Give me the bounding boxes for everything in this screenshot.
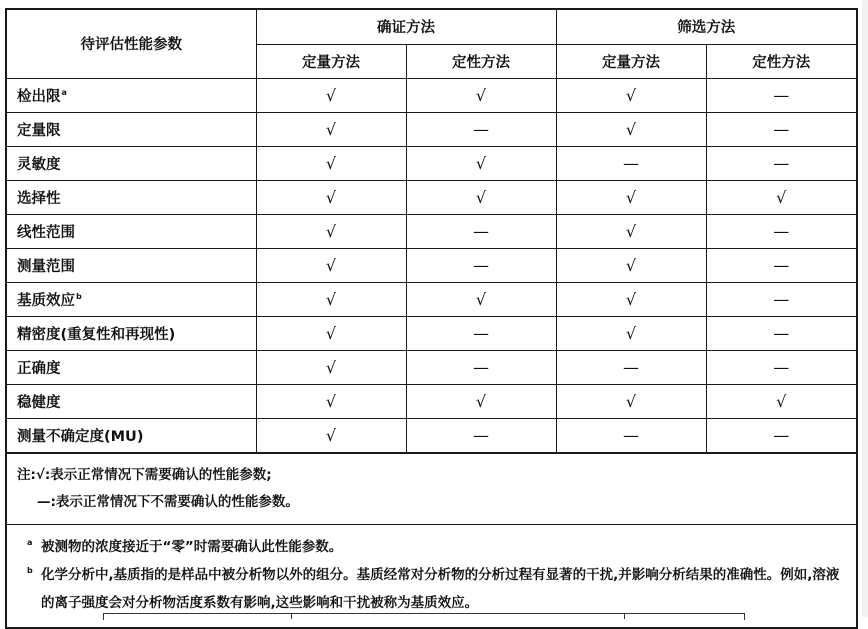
confirm-qualitative-cell: — <box>406 214 556 248</box>
screen-quantitative-cell: √ <box>556 180 706 214</box>
screen-quantitative-cell: √ <box>556 384 706 418</box>
table-row <box>7 350 856 384</box>
screen-qualitative-cell: — <box>706 282 856 316</box>
confirm-quantitative-cell: √ <box>256 112 406 146</box>
header-confirm-quantitative: 定量方法 <box>256 44 406 78</box>
parameter-name: 基质效应 <box>17 292 75 309</box>
table-row <box>7 214 856 248</box>
next-table-divider <box>624 613 625 619</box>
confirm-quantitative-cell: √ <box>256 180 406 214</box>
note-check-meaning: 注:√:表示正常情况下需要确认的性能参数; <box>17 466 272 483</box>
header-row-groups <box>7 10 856 44</box>
parameter-name: 精密度(重复性和再现性) <box>17 326 176 343</box>
footnote-a <box>27 533 846 561</box>
parameter-name-cell <box>7 418 256 452</box>
confirm-qualitative-cell: — <box>406 350 556 384</box>
screen-quantitative-cell: √ <box>556 282 706 316</box>
parameter-name: 灵敏度 <box>17 156 61 173</box>
table-row <box>7 78 856 112</box>
table-row <box>7 418 856 452</box>
screen-quantitative-cell: — <box>556 418 706 452</box>
footnote-b-text: 化学分析中,基质指的是样品中被分析物以外的组分。基质经常对分析物的分析过程有显著的干扰,并影响分析结果的准确性。例如,溶液的离子强度会对分析物活度系数有影响,这些影响和干扰被称为基质效应。 <box>41 566 840 611</box>
scan-edge <box>862 0 868 617</box>
screen-quantitative-cell: — <box>556 146 706 180</box>
confirm-quantitative-cell: √ <box>256 282 406 316</box>
parameter-name: 线性范围 <box>17 224 75 241</box>
confirm-quantitative-cell: √ <box>256 248 406 282</box>
screen-qualitative-cell: — <box>706 350 856 384</box>
notes-section <box>7 453 856 524</box>
table-row <box>7 316 856 350</box>
screen-qualitative-cell: √ <box>706 180 856 214</box>
parameter-name: 测量范围 <box>17 258 75 275</box>
table-row <box>7 146 856 180</box>
confirm-qualitative-cell: √ <box>406 282 556 316</box>
header-screen-qualitative: 定性方法 <box>706 44 856 78</box>
table-body <box>7 78 856 452</box>
screen-qualitative-cell: — <box>706 248 856 282</box>
table-row <box>7 282 856 316</box>
parameter-name: 选择性 <box>17 190 61 207</box>
confirm-qualitative-cell: — <box>406 112 556 146</box>
confirm-quantitative-cell: √ <box>256 384 406 418</box>
screen-qualitative-cell: — <box>706 112 856 146</box>
footnotes-section <box>7 524 856 627</box>
screen-qualitative-cell: √ <box>706 384 856 418</box>
screen-qualitative-cell: — <box>706 78 856 112</box>
performance-parameter-table-sheet <box>5 8 858 629</box>
parameter-name: 测量不确定度(MU) <box>17 428 144 445</box>
footnote-ref: b <box>76 291 82 301</box>
parameter-name-cell <box>7 282 256 316</box>
footnote-b <box>27 561 846 617</box>
parameter-name: 定量限 <box>17 122 61 139</box>
screen-quantitative-cell: √ <box>556 248 706 282</box>
confirm-quantitative-cell: √ <box>256 146 406 180</box>
header-confirm-qualitative: 定性方法 <box>406 44 556 78</box>
footnote-b-mark: b <box>27 565 33 575</box>
parameter-name-cell <box>7 146 256 180</box>
table-row <box>7 180 856 214</box>
screen-qualitative-cell: — <box>706 146 856 180</box>
footnote-a-mark: a <box>27 537 33 547</box>
screen-quantitative-cell: √ <box>556 316 706 350</box>
parameter-name-cell <box>7 350 256 384</box>
header-screen-quantitative: 定量方法 <box>556 44 706 78</box>
table-row <box>7 384 856 418</box>
next-table-divider <box>291 613 292 619</box>
confirm-quantitative-cell: √ <box>256 316 406 350</box>
header-screen-methods: 筛选方法 <box>556 10 856 44</box>
footnote-a-text: 被测物的浓度接近于“零”时需要确认此性能参数。 <box>41 538 343 555</box>
screen-qualitative-cell: — <box>706 214 856 248</box>
parameter-name-cell <box>7 384 256 418</box>
confirm-qualitative-cell: √ <box>406 146 556 180</box>
parameter-name-cell <box>7 248 256 282</box>
confirm-qualitative-cell: √ <box>406 180 556 214</box>
table-row <box>7 112 856 146</box>
screen-quantitative-cell: — <box>556 350 706 384</box>
confirm-qualitative-cell: √ <box>406 78 556 112</box>
confirm-quantitative-cell: √ <box>256 78 406 112</box>
screen-quantitative-cell: √ <box>556 214 706 248</box>
parameter-name-cell <box>7 112 256 146</box>
note-dash-meaning: —:表示正常情况下不需要确认的性能参数。 <box>37 493 299 510</box>
confirm-quantitative-cell: √ <box>256 418 406 452</box>
confirm-quantitative-cell: √ <box>256 214 406 248</box>
header-confirm-methods: 确证方法 <box>256 10 556 44</box>
confirm-qualitative-cell: — <box>406 316 556 350</box>
parameter-name-cell <box>7 180 256 214</box>
confirm-quantitative-cell: √ <box>256 350 406 384</box>
parameter-name-cell <box>7 78 256 112</box>
parameter-name-cell <box>7 316 256 350</box>
screen-quantitative-cell: √ <box>556 78 706 112</box>
confirm-qualitative-cell: — <box>406 248 556 282</box>
performance-parameter-table <box>7 10 856 453</box>
header-param: 待评估性能参数 <box>7 10 256 78</box>
parameter-name: 正确度 <box>17 360 61 377</box>
screen-quantitative-cell: √ <box>556 112 706 146</box>
screen-qualitative-cell: — <box>706 316 856 350</box>
screen-qualitative-cell: — <box>706 418 856 452</box>
footnote-ref: a <box>61 87 67 97</box>
parameter-name: 稳健度 <box>17 394 61 411</box>
parameter-name-cell <box>7 214 256 248</box>
confirm-qualitative-cell: — <box>406 418 556 452</box>
parameter-name: 检出限 <box>17 88 61 105</box>
table-row <box>7 248 856 282</box>
confirm-qualitative-cell: √ <box>406 384 556 418</box>
